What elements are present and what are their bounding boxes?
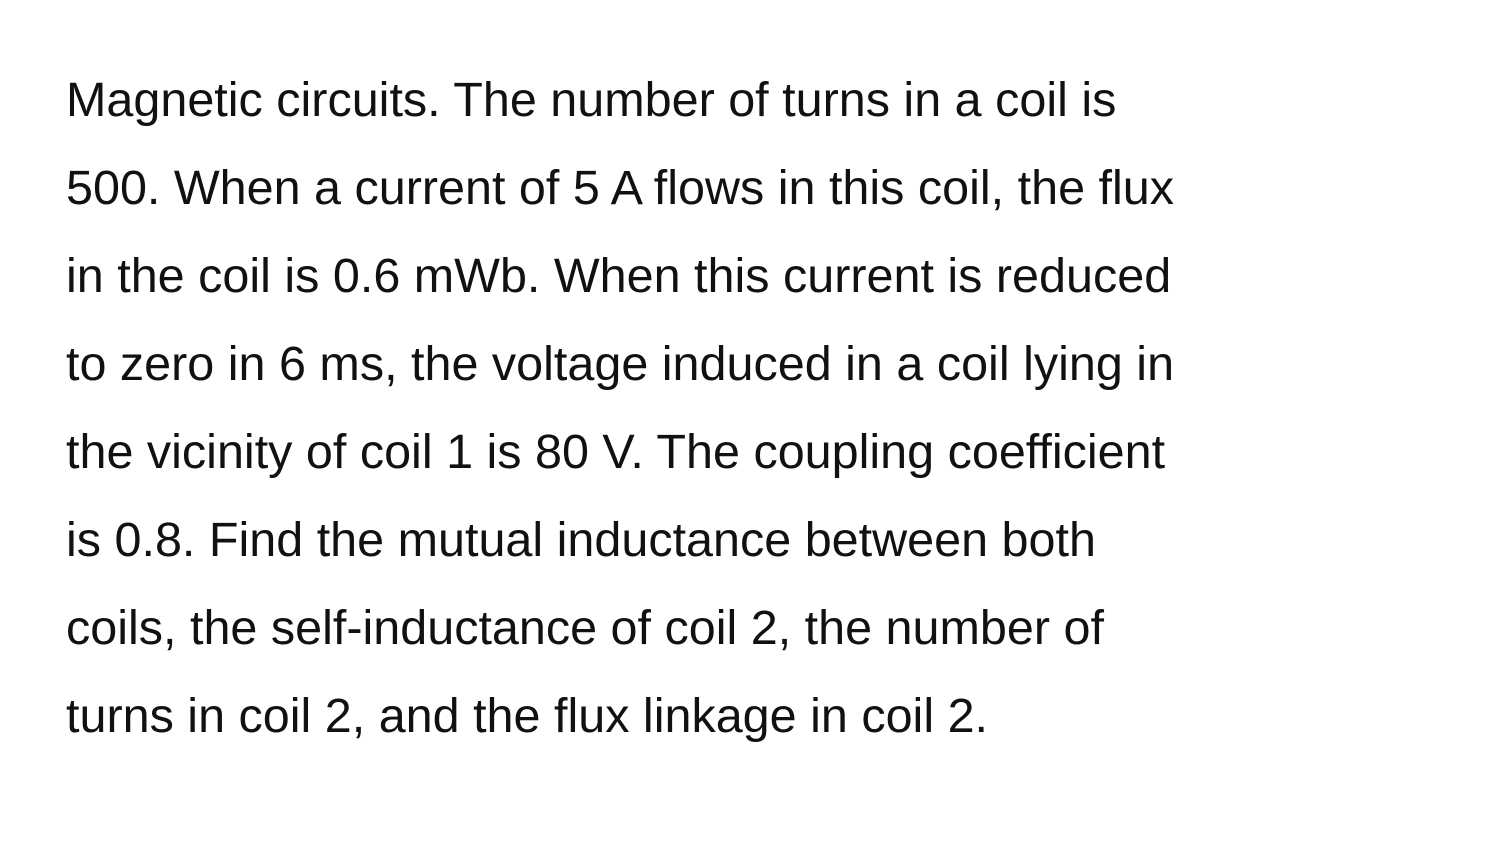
text-line: is 0.8. Find the mutual inductance between both <box>66 513 1096 567</box>
text-line: turns in coil 2, and the flux linkage in coil 2. <box>66 689 989 743</box>
text-line: to zero in 6 ms, the voltage induced in a coil lying in <box>66 337 1175 391</box>
text-line: Magnetic circuits. The number of turns in a coil is <box>66 73 1117 127</box>
text-line: coils, the self-inductance of coil 2, the number of <box>66 601 1104 655</box>
text-line: 500. When a current of 5 A flows in this coil, the flux <box>66 161 1174 215</box>
text-line: in the coil is 0.6 mWb. When this current is reduced <box>66 249 1172 303</box>
problem-text <box>66 56 1466 760</box>
text-line: the vicinity of coil 1 is 80 V. The coupling coefficient <box>66 425 1166 479</box>
